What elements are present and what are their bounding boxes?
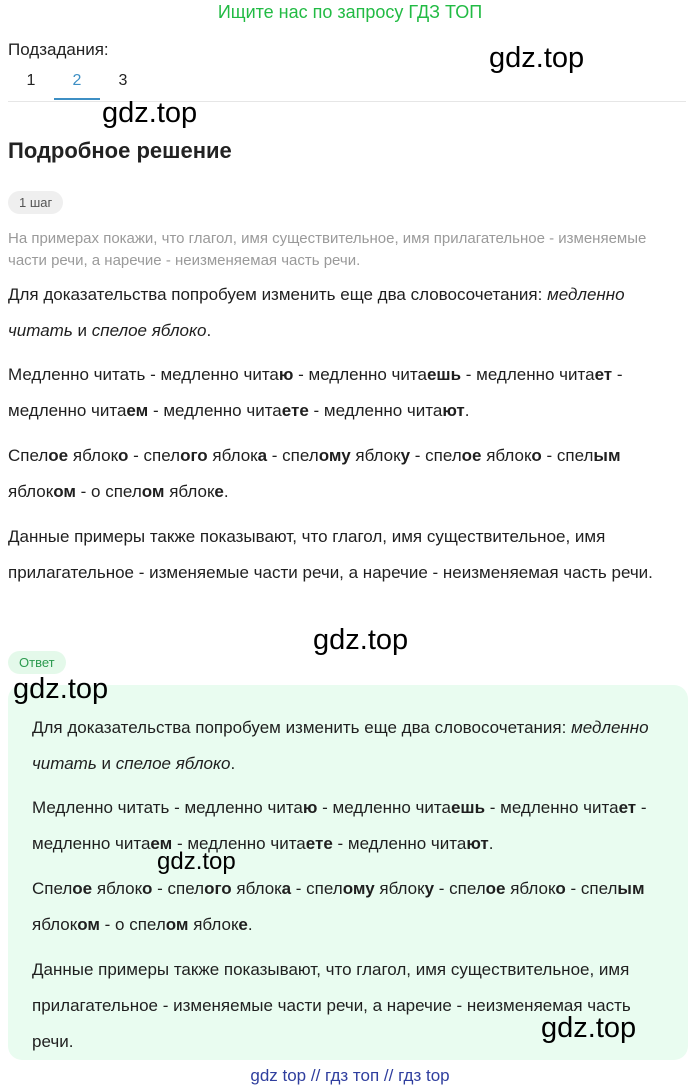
footer-link[interactable]: gdz top	[250, 1066, 307, 1085]
answer-conclusion: Данные примеры также показывают, что глагол, имя существительное, имя прилагательное - изменяемые части речи, а наречие - неизменяемая часть речи.	[32, 960, 631, 1051]
solution-intro: Для доказательства попробуем изменить еще два словосочетания: медленно читать и спелое яблоко.	[8, 285, 625, 340]
watermark: gdz.top	[157, 848, 236, 875]
tab-1[interactable]: 1	[26, 72, 36, 89]
tab-3[interactable]: 3	[118, 72, 128, 89]
watermark: gdz.top	[541, 1012, 637, 1044]
answer-badge: Ответ	[8, 651, 66, 674]
watermark: gdz.top	[313, 624, 409, 656]
footer-link[interactable]: гдз топ	[325, 1066, 380, 1085]
subtasks-label: Подзадания:	[8, 40, 109, 59]
subtask-tabs	[8, 72, 146, 100]
answer-verb-forms: Медленно читать - медленно читаю - медленно читаешь - медленно читает - медленно читаем - медленно читаете - медленно читают.	[32, 798, 647, 853]
answer-intro: Для доказательства попробуем изменить еще два словосочетания: медленно читать и спелое яблоко.	[32, 718, 649, 773]
step-badge: 1 шаг	[8, 191, 63, 214]
noun-forms: Спелое яблоко - спелого яблока - спелому яблоку - спелое яблоко - спелым яблоком - о спелом яблоке.	[8, 446, 621, 501]
solution-title: Подробное решение	[8, 138, 232, 163]
footer-link[interactable]: гдз top	[398, 1066, 450, 1085]
watermark: gdz.top	[13, 673, 109, 705]
watermark: gdz.top	[102, 97, 198, 129]
solution-conclusion: Данные примеры также показывают, что глагол, имя существительное, имя прилагательное - изменяемые части речи, а наречие - неизменяемая часть речи.	[8, 527, 653, 582]
verb-forms: Медленно читать - медленно читаю - медленно читаешь - медленно читает - медленно читаем - медленно читаете - медленно читают.	[8, 365, 623, 420]
answer-noun-forms: Спелое яблоко - спелого яблока - спелому яблоку - спелое яблоко - спелым яблоком - о спелом яблоке.	[32, 879, 645, 934]
footer-links: gdz top // гдз топ // гдз top	[250, 1066, 450, 1085]
search-banner: Ищите нас по запросу ГДЗ ТОП	[217, 2, 483, 22]
watermark: gdz.top	[489, 42, 585, 74]
task-text: На примерах покажи, что глагол, имя существительное, имя прилагательное - изменяемые части речи, а наречие - неизменяемая часть речи.	[8, 230, 647, 269]
tab-2[interactable]: 2	[54, 72, 100, 100]
